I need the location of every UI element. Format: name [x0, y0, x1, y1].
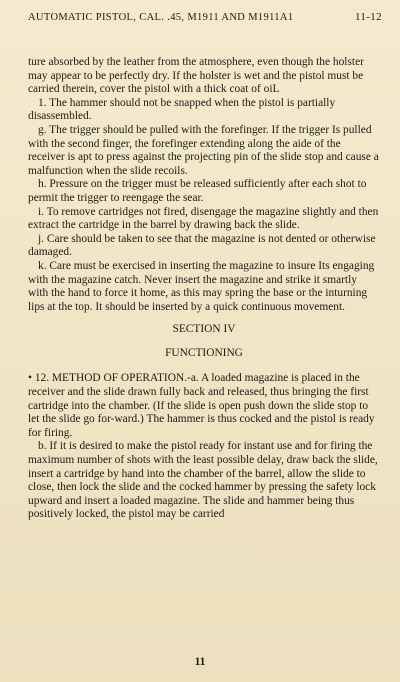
paragraph-g: g. The trigger should be pulled with the forefinger. If the trigger Is pulled with the second finger, the forefinger extending along the aide of the receiver is apt to press against the projecting pin of the slide stop and cause a malfunction when the slide recoils.	[28, 123, 379, 177]
paragraph-k: k. Care must be exercised in inserting the magazine to insure Its engaging with the magazine catch. Never insert the magazine and strike it smartly with the hand to force it home, as this may spring the base or the inturning lips at the top. It should be inserted by a quick continuous movement.	[28, 259, 375, 313]
running-header	[28, 12, 382, 26]
section-number: SECTION IV	[172, 323, 236, 336]
section-title: FUNCTIONING	[165, 346, 243, 359]
paragraph-h: h. Pressure on the trigger must be released sufficiently after each shot to permit the trigger to reengage the sear.	[28, 178, 367, 204]
paragraph-12-method-of-operation: • 12. METHOD OF OPERATION.-a. A loaded magazine is placed in the receiver and the slide drawn fully back and released, thus bringing the first cartridge into the chamber. (If the slide is open push down the slide stop to let the slide go for-ward.) The hammer is thus cocked and the pistol is ready for firing.	[28, 372, 375, 439]
paragraph-i: i. To remove cartridges not fired, disengage the magazine slightly and then extract the cartridge in the barrel by drawing back the slide.	[28, 205, 379, 232]
paragraph-1: 1. The hammer should not be snapped when the pistol is partially disassembled.	[28, 96, 336, 123]
page-number: 11	[194, 656, 206, 668]
header-page-reference: 11-12	[354, 11, 382, 23]
paragraph-b: b. If it is desired to make the pistol ready for instant use and for firing the maximum number of shots with the least possible delay, draw back the slide, insert a cartridge by hand into the chamber of the barrel, allow the slide to close, then lock the slide and the cocked hammer by pressing the safety lock upward and insert a loaded magazine. The slide and hammer being thus positively locked, the pistol may be carried	[28, 440, 378, 521]
paragraph-j: j. Care should be taken to see that the magazine is not dented or otherwise damaged.	[28, 232, 376, 259]
header-title: AUTOMATIC PISTOL, CAL. .45, M1911 AND M1911A1	[28, 12, 294, 23]
paragraph-continued: ture absorbed by the leather from the atmosphere, even though the holster may appear to be perfectly dry. If the holster is wet and the pistol must be carried therein, cover the pistol with a thick coat of oiL	[28, 56, 364, 96]
body-text	[28, 56, 380, 522]
